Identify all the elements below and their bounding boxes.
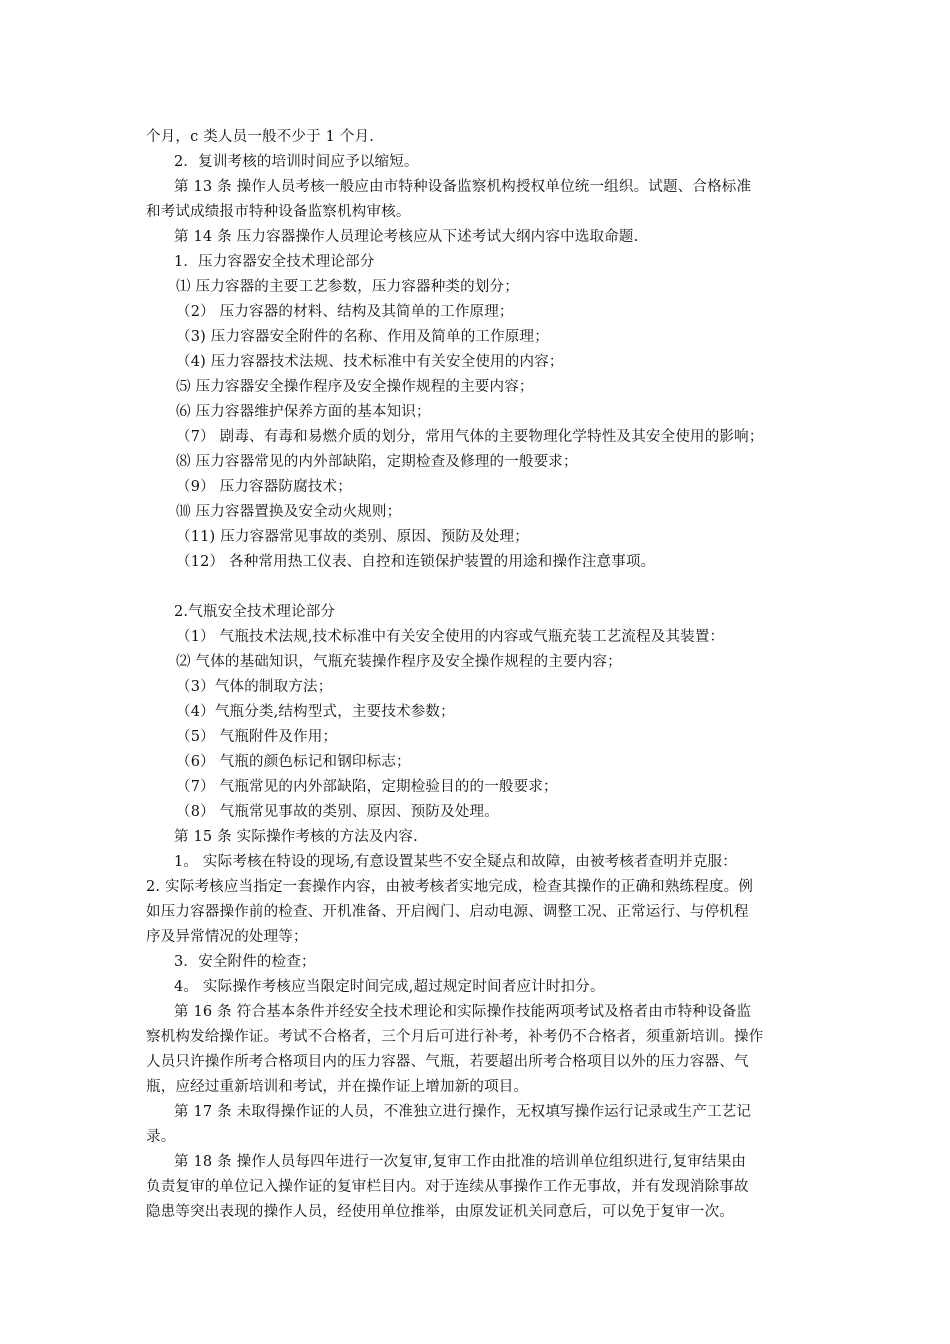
text-line: 第 13 条 操作人员考核一般应由市特种设备监察机构授权单位统一组织。试题、合格标准 (174, 179, 752, 195)
text-line: 4。 实际操作考核应当限定时间完成,超过规定时间者应计时扣分。 (174, 979, 605, 995)
text-line: 第 17 条 未取得操作证的人员，不准独立进行操作，无权填写操作运行记录或生产工艺记 (174, 1104, 752, 1120)
text-line: 序及异常情况的处理等； (146, 929, 308, 945)
text-line: （7） 剧毒、有毒和易燃介质的划分，常用气体的主要物理化学特性及其安全使用的影响； (176, 429, 764, 445)
text-line: 第 18 条 操作人员每四年进行一次复审,复审工作由批准的培训单位组织进行,复审结果由 (174, 1154, 747, 1170)
text-line: 察机构发给操作证。考试不合格者，三个月后可进行补考，补考仍不合格者，须重新培训。操作 (146, 1029, 764, 1045)
text-line: 第 14 条 压力容器操作人员理论考核应从下述考试大纲内容中选取命题. (174, 229, 639, 245)
text-line: 隐患等突出表现的操作人员，经使用单位推举，由原发证机关同意后，可以免于复审一次。 (146, 1204, 734, 1220)
text-line: 第 15 条 实际操作考核的方法及内容. (174, 829, 418, 845)
text-line: ⑻ 压力容器常见的内外部缺陷，定期检查及修理的一般要求； (176, 454, 578, 470)
text-line: （7） 气瓶常见的内外部缺陷，定期检验目的的一般要求； (176, 779, 558, 795)
text-line: 1．压力容器安全技术理论部分 (174, 254, 375, 270)
text-line: 个月，c 类人员一般不少于 1 个月. (146, 129, 375, 145)
text-line: （12） 各种常用热工仪表、自控和连锁保护装置的用途和操作注意事项。 (176, 554, 656, 570)
text-line: 3．安全附件的检查； (174, 954, 316, 970)
text-line: 2．复训考核的培训时间应予以缩短。 (174, 154, 419, 170)
text-line: 瓶，应经过重新培训和考试，并在操作证上增加新的项目。 (146, 1079, 529, 1095)
text-line: （4) 压力容器技术法规、技术标准中有关安全使用的内容； (176, 354, 564, 370)
text-line: （3) 压力容器安全附件的名称、作用及简单的工作原理； (176, 329, 549, 345)
text-line: （3）气体的制取方法； (176, 679, 333, 695)
text-line: 第 16 条 符合基本条件并经安全技术理论和实际操作技能两项考试及格者由市特种设备监 (174, 1004, 752, 1020)
text-line: ⑴ 压力容器的主要工艺参数，压力容器种类的划分； (176, 279, 519, 295)
text-line: （9） 压力容器防腐技术； (176, 479, 352, 495)
text-line: 和考试成绩报市特种设备监察机构审核。 (146, 204, 411, 220)
text-line: 录。 (146, 1129, 176, 1145)
text-line: 2. 实际考核应当指定一套操作内容，由被考核者实地完成，检查其操作的正确和熟练程度。例 (146, 879, 754, 895)
text-line: 2.气瓶安全技术理论部分 (174, 604, 336, 620)
text-line: ⑵ 气体的基础知识，气瓶充装操作程序及安全操作规程的主要内容； (176, 654, 622, 670)
text-line: （2） 压力容器的材料、结构及其简单的工作原理； (176, 304, 514, 320)
text-line: （4）气瓶分类,结构型式，主要技术参数； (176, 704, 455, 720)
text-line: 人员只许操作所考合格项目内的压力容器、气瓶，若要超出所考合格项目以外的压力容器、气 (146, 1054, 749, 1070)
text-line: ⑹ 压力容器维护保养方面的基本知识； (176, 404, 431, 420)
text-line: ⑽ 压力容器置换及安全动火规则； (176, 504, 402, 520)
text-line: （5） 气瓶附件及作用； (176, 729, 338, 745)
text-line: （6） 气瓶的颜色标记和钢印标志； (176, 754, 411, 770)
text-line: ⑸ 压力容器安全操作程序及安全操作规程的主要内容； (176, 379, 534, 395)
text-line: （8） 气瓶常见事故的类别、原因、预防及处理。 (176, 804, 499, 820)
text-line: 1。 实际考核在特设的现场,有意设置某些不安全疑点和故障，由被考核者查明并克服： (174, 854, 737, 870)
text-line: 如压力容器操作前的检查、开机准备、开启阀门、启动电源、调整工况、正常运行、与停机程 (146, 904, 749, 920)
text-line: （1） 气瓶技术法规,技术标准中有关安全使用的内容或气瓶充装工艺流程及其装置： (176, 629, 725, 645)
text-line: 负责复审的单位记入操作证的复审栏目内。对于连续从事操作工作无事故，并有发现消除事故 (146, 1179, 749, 1195)
text-line: （11) 压力容器常见事故的类别、原因、预防及处理； (176, 529, 529, 545)
